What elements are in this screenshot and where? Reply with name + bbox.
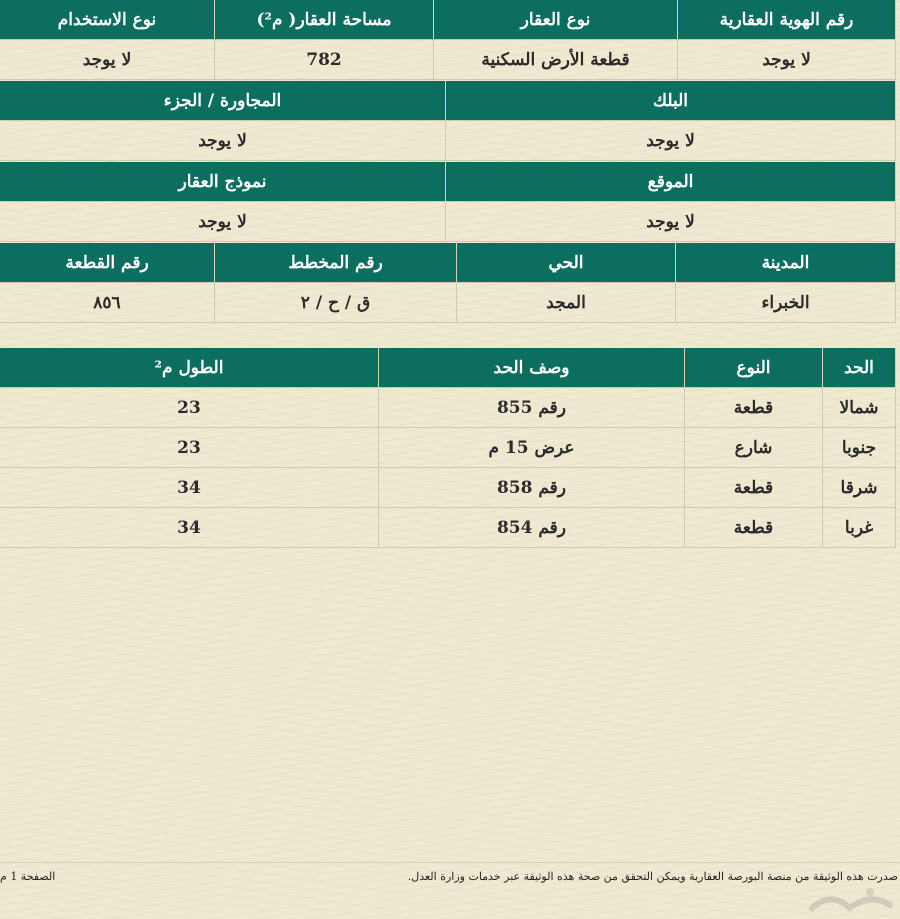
value-row (0, 283, 896, 323)
header-district: الحي (457, 243, 676, 283)
block-table (0, 81, 896, 161)
header-property-area: مساحة العقار( م²) (215, 0, 434, 40)
boundary-direction: شرقا (823, 468, 896, 508)
value-location: لا يوجد (446, 202, 896, 242)
boundary-direction: جنوبا (823, 428, 896, 468)
header-row (0, 0, 896, 40)
value-property-model: لا يوجد (0, 202, 446, 242)
value-property-id: لا يوجد (678, 40, 896, 80)
boundary-description: عرض 15 م (379, 428, 685, 468)
header-usage-type: نوع الاستخدام (0, 0, 215, 40)
boundary-length: 23 (0, 428, 379, 468)
value-property-area: 782 (215, 40, 434, 80)
value-property-type: قطعة الأرض السكنية (434, 40, 678, 80)
header-row (0, 243, 896, 283)
boundary-description: رقم 858 (379, 468, 685, 508)
header-neighborhood-part: المجاورة / الجزء (0, 81, 446, 121)
header-boundary-type: النوع (685, 348, 823, 388)
table-row (0, 428, 896, 468)
table-row (0, 468, 896, 508)
value-district: المجد (457, 283, 676, 323)
header-boundary: الحد (823, 348, 896, 388)
value-plot-number: ٨٥٦ (0, 283, 215, 323)
location-table (0, 162, 896, 242)
footer-divider (0, 862, 900, 863)
header-property-type: نوع العقار (434, 0, 678, 40)
verification-notice: صدرت هذه الوثيقة من منصة البورصة العقارية ويمكن التحقق من صحة هذه الوثيقة عبر خدمات وزارة العدل. (407, 870, 898, 883)
address-table (0, 243, 896, 323)
header-property-id: رقم الهوية العقارية (678, 0, 896, 40)
boundary-type: قطعة (685, 388, 823, 428)
value-plan-number: ق / ح / ٢ (215, 283, 457, 323)
header-row (0, 348, 896, 388)
header-plot-number: رقم القطعة (0, 243, 215, 283)
header-boundary-description: وصف الحد (379, 348, 685, 388)
header-row (0, 162, 896, 202)
header-row (0, 81, 896, 121)
boundary-type: قطعة (685, 468, 823, 508)
header-location: الموقع (446, 162, 896, 202)
value-usage-type: لا يوجد (0, 40, 215, 80)
value-row (0, 40, 896, 80)
boundary-length: 34 (0, 508, 379, 548)
watermark-logo (800, 880, 900, 919)
header-city: المدينة (676, 243, 896, 283)
header-plan-number: رقم المخطط (215, 243, 457, 283)
boundary-length: 23 (0, 388, 379, 428)
boundary-type: قطعة (685, 508, 823, 548)
boundaries-table (0, 348, 896, 548)
header-property-model: نموذج العقار (0, 162, 446, 202)
page-number: الصفحة 1 م (0, 870, 56, 883)
property-info-table (0, 0, 896, 80)
header-block: البلك (446, 81, 896, 121)
boundary-description: رقم 855 (379, 388, 685, 428)
boundary-length: 34 (0, 468, 379, 508)
value-row (0, 202, 896, 242)
value-block: لا يوجد (446, 121, 896, 161)
boundary-direction: غربا (823, 508, 896, 548)
value-neighborhood-part: لا يوجد (0, 121, 446, 161)
value-city: الخبراء (676, 283, 896, 323)
table-row (0, 388, 896, 428)
boundary-direction: شمالا (823, 388, 896, 428)
boundary-description: رقم 854 (379, 508, 685, 548)
value-row (0, 121, 896, 161)
boundary-type: شارع (685, 428, 823, 468)
header-boundary-length: الطول م² (0, 348, 379, 388)
table-row (0, 508, 896, 548)
